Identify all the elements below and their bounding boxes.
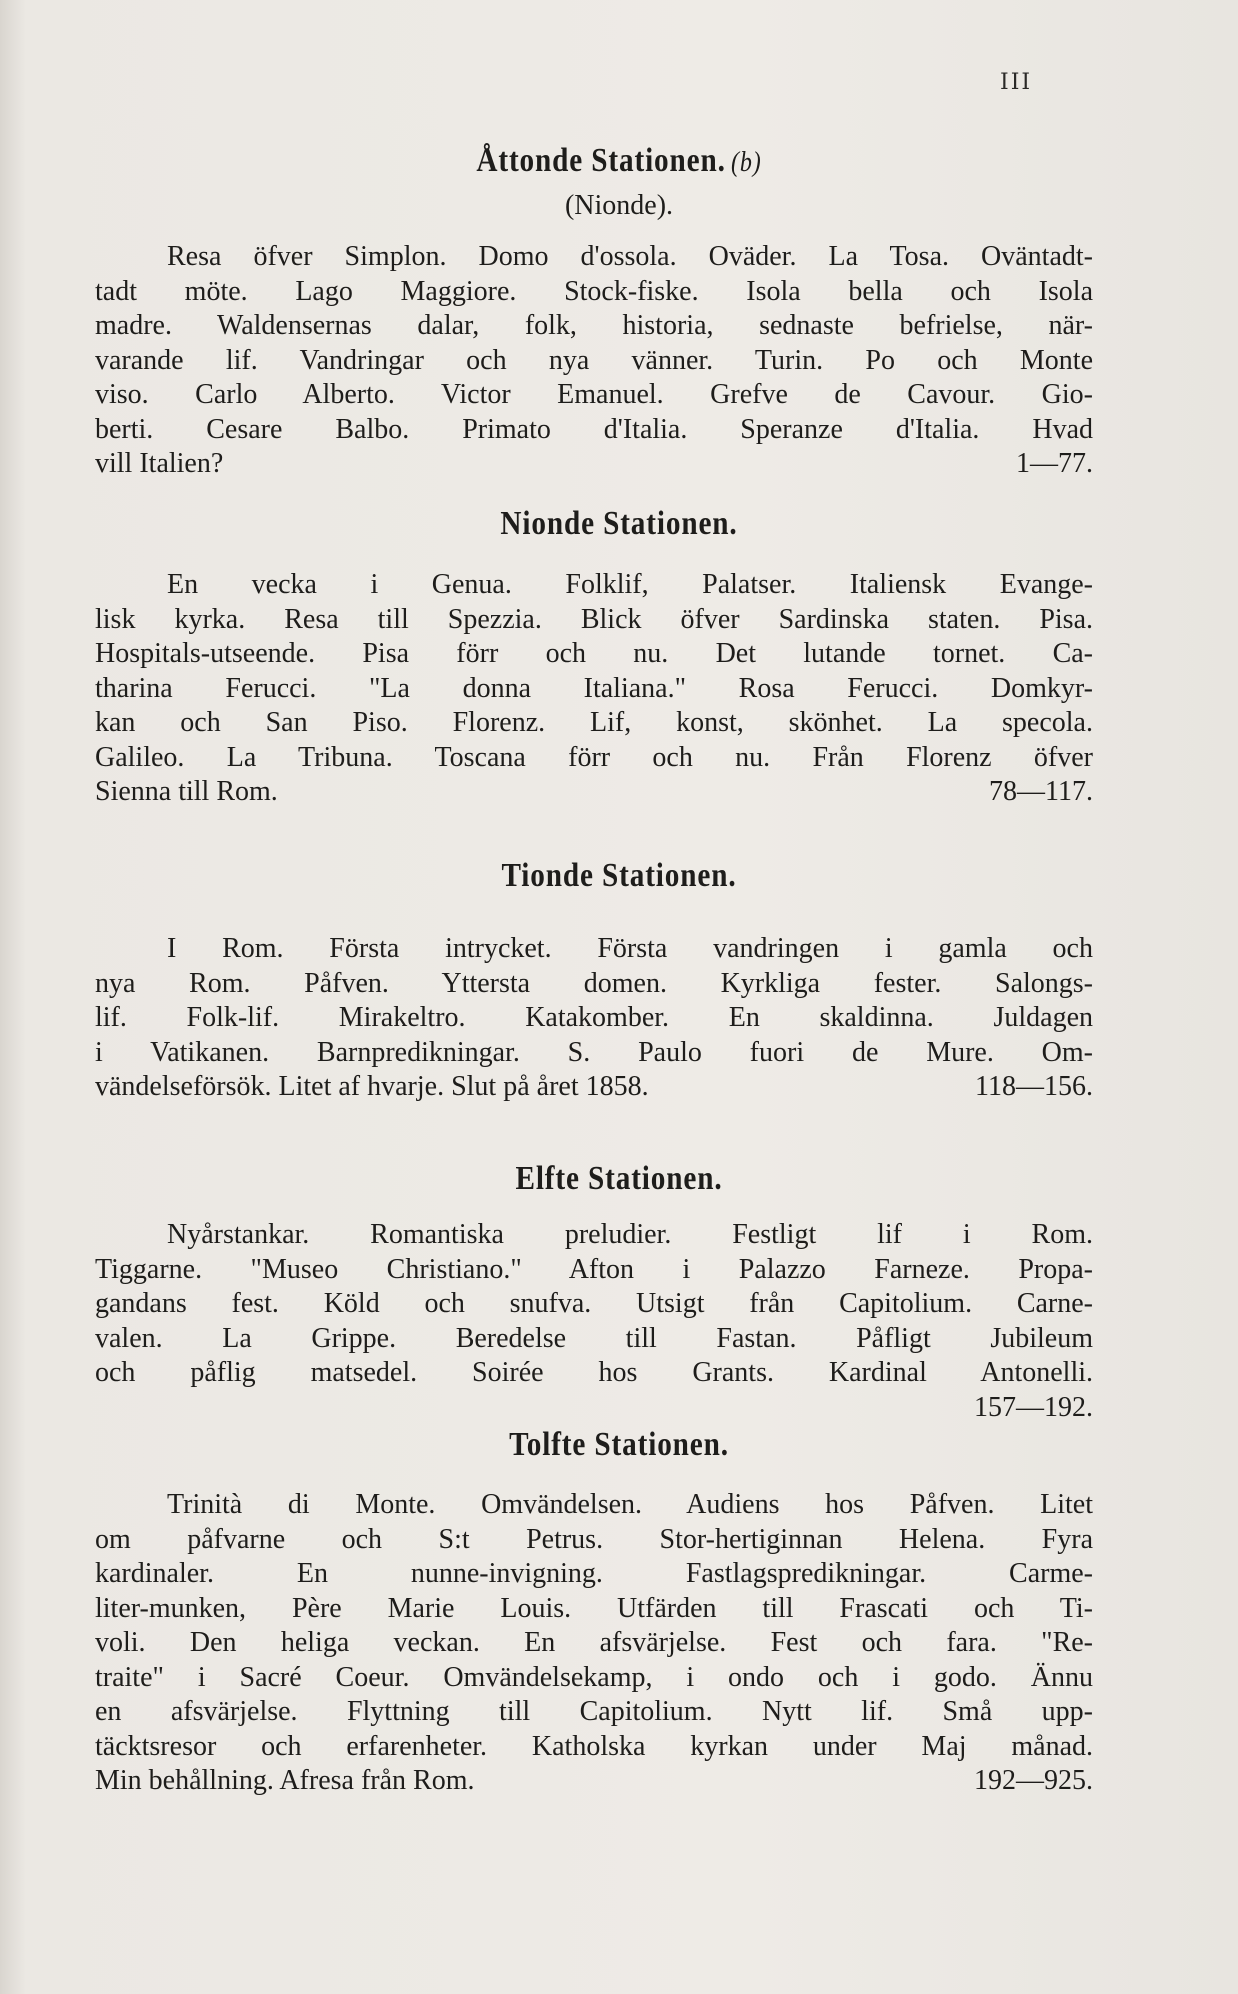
contents-last-line xyxy=(95,775,1093,810)
contents-line-text: Min behållning. Afresa från Rom. xyxy=(95,1765,475,1796)
contents-line: varande lif. Vandringar och nya vänner. Turin. Po och Monte xyxy=(95,344,1093,376)
contents-line: täcktsresor och erfarenheter. Katholska kyrkan under Maj månad. xyxy=(95,1730,1093,1762)
contents-line: tharina Ferucci. "La donna Italiana." Rosa Ferucci. Domkyr- xyxy=(95,672,1093,704)
section-heading-tolfte: Tolfte Stationen. xyxy=(509,1426,729,1463)
contents-line: en afsvärjelse. Flyttning till Capitolium. Nytt lif. Små upp- xyxy=(95,1696,1093,1727)
page-range: 1—77. xyxy=(1016,448,1093,479)
contents-line-text: vändelseförsök. Litet af hvarje. Slut på året 1858. xyxy=(95,1071,649,1102)
contents-line: lisk kyrka. Resa till Spezzia. Blick öfver Sardinska staten. Pisa. xyxy=(95,603,1093,635)
contents-line: om påfvarne och S:t Petrus. Stor-hertiginnan Helena. Fyra xyxy=(95,1523,1093,1555)
contents-line: madre. Waldensernas dalar, folk, historia, sednaste befrielse, när- xyxy=(95,310,1093,341)
contents-line: kan och San Piso. Florenz. Lif, konst, skönhet. La specola. xyxy=(95,707,1093,738)
contents-line: viso. Carlo Alberto. Victor Emanuel. Grefve de Cavour. Gio- xyxy=(95,379,1093,410)
page-range: 157—192. xyxy=(974,1391,1093,1423)
contents-line: Tiggarne. "Museo Christiano." Afton i Palazzo Farneze. Propa- xyxy=(95,1253,1093,1285)
heading-handwritten-note: (b) xyxy=(730,147,762,178)
section-subheading: (Nionde). xyxy=(564,190,674,221)
contents-line: I Rom. Första intrycket. Första vandringen i gamla och xyxy=(167,933,1093,964)
contents-line: och påflig matsedel. Soirée hos Grants. Kardinal Antonelli. xyxy=(95,1357,1093,1388)
section-heading-attonde xyxy=(87,142,1152,180)
section-contents-nionde xyxy=(95,568,1093,810)
contents-line: gandans fest. Köld och snufva. Utsigt från Capitolium. Carne- xyxy=(95,1288,1093,1319)
contents-line: nya Rom. Påfven. Yttersta domen. Kyrkliga fester. Salongs- xyxy=(95,967,1093,999)
contents-line: Nyårstankar. Romantiska preludier. Festligt lif i Rom. xyxy=(167,1219,1093,1250)
contents-line: Hospitals-utseende. Pisa förr och nu. Det lutande tornet. Ca- xyxy=(95,638,1093,669)
page-range: 192—925. xyxy=(974,1765,1093,1796)
section-heading-elfte: Elfte Stationen. xyxy=(515,1160,723,1197)
contents-line: traite" i Sacré Coeur. Omvändelsekamp, i ondo och i godo. Ännu xyxy=(95,1661,1093,1693)
section-contents-elfte xyxy=(95,1218,1093,1425)
contents-line: Galileo. La Tribuna. Toscana förr och nu. Från Florenz öfver xyxy=(95,741,1093,773)
section-heading-nionde: Nionde Stationen. xyxy=(500,505,738,542)
section-contents-attonde xyxy=(95,240,1093,482)
contents-last-line xyxy=(95,447,1093,482)
section-heading-tionde: Tionde Stationen. xyxy=(501,857,737,894)
contents-last-line xyxy=(95,1070,1093,1105)
contents-line: voli. Den heliga veckan. En afsvärjelse. Fest och fara. "Re- xyxy=(95,1627,1093,1658)
contents-line-text: Sienna till Rom. xyxy=(95,776,278,807)
contents-line: berti. Cesare Balbo. Primato d'Italia. Speranze d'Italia. Hvad xyxy=(95,413,1093,445)
contents-last-line xyxy=(95,1764,1093,1799)
page-range: 78—117. xyxy=(989,776,1093,807)
contents-line: lif. Folk-lif. Mirakeltro. Katakomber. En skaldinna. Juldagen xyxy=(95,1002,1093,1033)
section-contents-tolfte xyxy=(95,1488,1093,1799)
page-range: 118—156. xyxy=(975,1071,1093,1102)
contents-line: tadt möte. Lago Maggiore. Stock-fiske. Isola bella och Isola xyxy=(95,275,1093,307)
section-contents-tionde xyxy=(95,932,1093,1105)
contents-line: Trinità di Monte. Omvändelsen. Audiens hos Påfven. Litet xyxy=(167,1489,1093,1520)
contents-line: liter-munken, Père Marie Louis. Utfärden till Frascati och Ti- xyxy=(95,1592,1093,1624)
contents-line: valen. La Grippe. Beredelse till Fastan. Påfligt Jubileum xyxy=(95,1322,1093,1354)
contents-line: kardinaler. En nunne-invigning. Fastlagspredikningar. Carme- xyxy=(95,1558,1093,1589)
contents-line: En vecka i Genua. Folklif, Palatser. Italiensk Evange- xyxy=(167,569,1093,600)
contents-line: i Vatikanen. Barnpredikningar. S. Paulo fuori de Mure. Om- xyxy=(95,1036,1093,1068)
page-number: III xyxy=(1000,70,1033,95)
contents-line-text: vill Italien? xyxy=(95,448,224,479)
contents-line: Resa öfver Simplon. Domo d'ossola. Oväder. La Tosa. Oväntadt- xyxy=(167,241,1093,272)
section-heading-text: Åttonde Stationen. xyxy=(476,142,726,179)
